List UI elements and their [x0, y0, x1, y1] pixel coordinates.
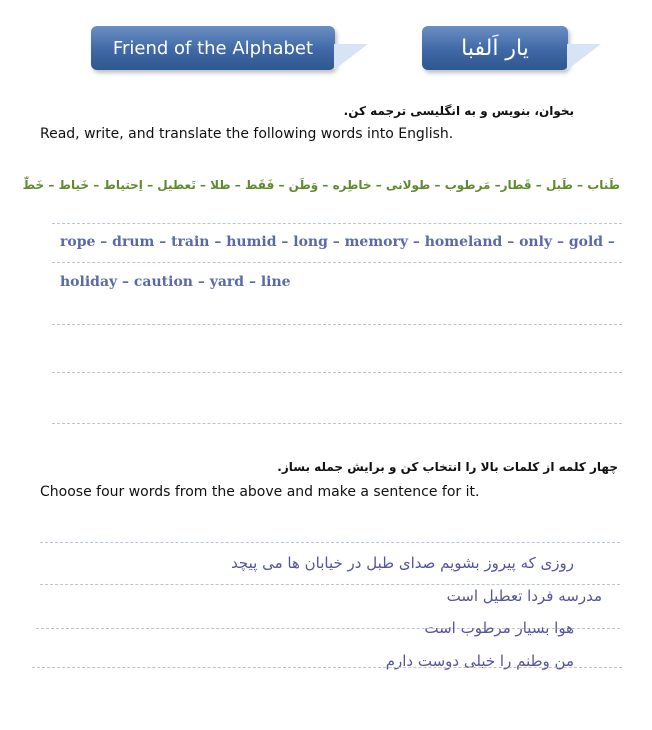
- instruction-persian-2: چهار کلمه از کلمات بالا را انتخاب کن و برایش جمله بساز.: [277, 460, 618, 474]
- banner-tail-decoration: [334, 44, 368, 70]
- banner-tail-decoration: [567, 44, 601, 70]
- answer-line-1: rope – drum – train – humid – long – memory – homeland – only – gold –: [60, 234, 615, 250]
- title-banner-persian: [422, 26, 568, 70]
- sentence-2: مدرسه فردا تعطیل است: [446, 587, 602, 605]
- title-banner-english: [91, 26, 335, 70]
- persian-word-list: طَناب – طَبل – قَطار– مَرطوب – طولانی – خاطِره – وَطَن – فَقَط – طلا – تَعطیل – اِحتیاط – خَیاط – خَطّ: [22, 178, 620, 192]
- sentence-3: هوا بسیار مرطوب است: [424, 619, 574, 637]
- instruction-english-2: Choose four words from the above and make a sentence for it.: [40, 484, 480, 500]
- writing-line: [52, 223, 622, 224]
- writing-line: [52, 372, 622, 373]
- writing-line: [52, 324, 622, 325]
- sentence-4: من وطنم را خیلی دوست دارم: [385, 652, 574, 670]
- writing-line: [40, 584, 620, 585]
- answer-line-2: holiday – caution – yard – line: [60, 274, 291, 290]
- title-persian: یار اَلفبا: [461, 35, 529, 61]
- instruction-english-1: Read, write, and translate the following words into English.: [40, 126, 454, 142]
- title-english: Friend of the Alphabet: [112, 37, 314, 59]
- writing-line: [52, 423, 622, 424]
- writing-line: [52, 262, 622, 263]
- writing-line: [32, 667, 622, 668]
- instruction-persian-1: بخوان، بنویس و به انگلیسی ترجمه کن.: [343, 104, 574, 118]
- sentence-1: روزی که پیروز بشویم صدای طبل در خیابان ها می پیچد: [231, 554, 574, 572]
- writing-line: [40, 542, 620, 543]
